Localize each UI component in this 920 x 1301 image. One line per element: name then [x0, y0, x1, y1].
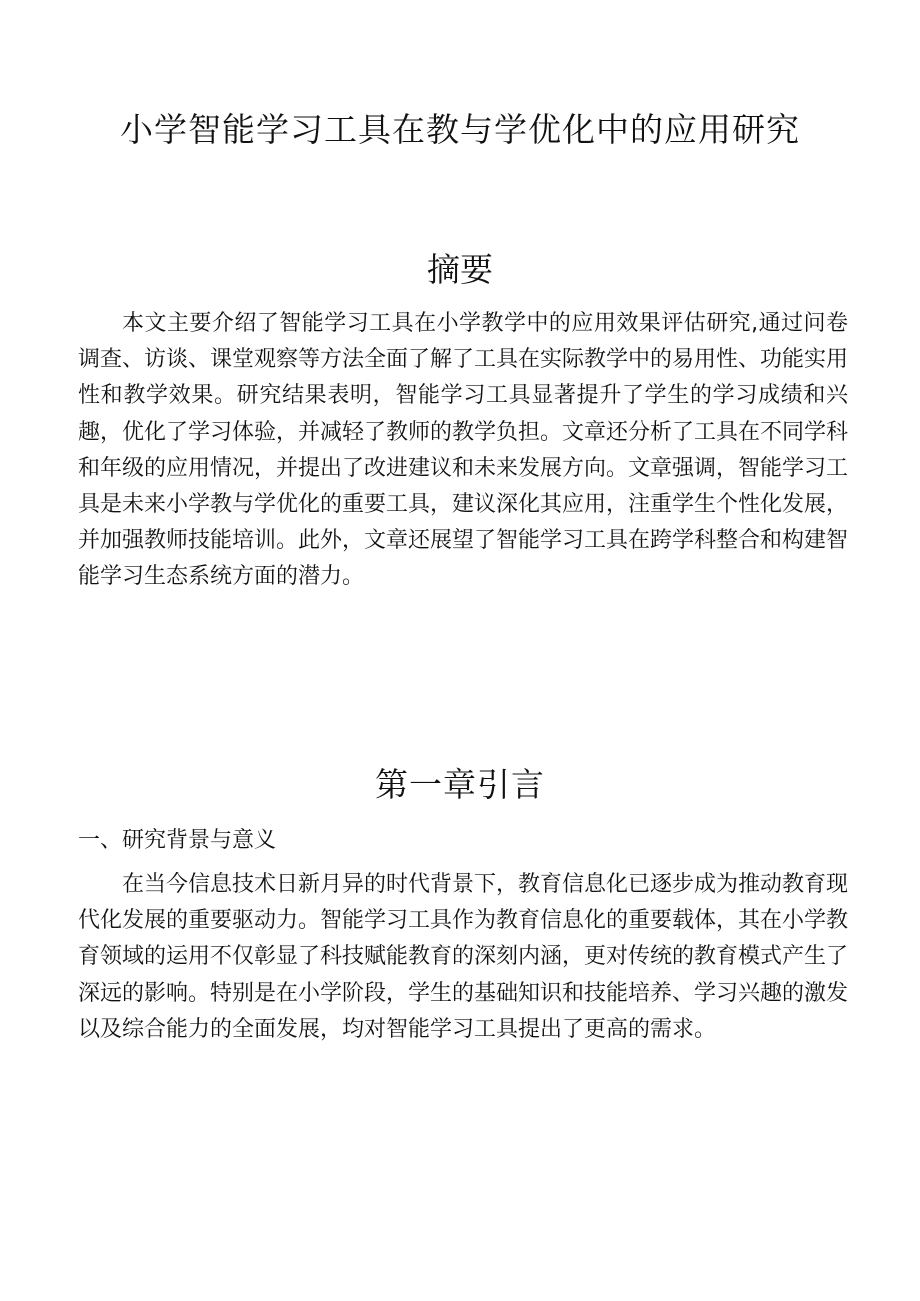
section-paragraph: 在当今信息技术日新月异的时代背景下，教育信息化已逐步成为推动教育现代化发展的重要驱动力。智能学习工具作为教育信息化的重要载体，其在小学教育领域的运用不仅彰显了科技赋能教育的深刻内涵，更对传统的教育模式产生了深远的影响。特别是在小学阶段，学生的基础知识和技能培养、学习兴趣的激发以及综合能力的全面发展，均对智能学习工具提出了更高的需求。	[78, 872, 849, 1042]
abstract-paragraph: 本文主要介绍了智能学习工具在小学教学中的应用效果评估研究,通过问卷调查、访谈、课堂观察等方法全面了解了工具在实际教学中的易用性、功能实用性和教学效果。研究结果表明，智能学习工具显著提升了学生的学习成绩和兴趣，优化了学习体验，并减轻了教师的教学负担。文章还分析了工具在不同学科和年级的应用情况，并提出了改进建议和未来发展方向。文章强调，智能学习工具是未来小学教与学优化的重要工具，建议深化其应用，注重学生个性化发展，并加强教师技能培训。此外，文章还展望了智能学习工具在跨学科整合和构建智能学习生态系统方面的潜力。	[78, 311, 849, 590]
chapter-heading: 第一章引言	[375, 765, 545, 804]
document-title: 小学智能学习工具在教与学优化中的应用研究	[120, 110, 800, 149]
abstract-heading: 摘要	[427, 250, 493, 289]
section-heading: 一、研究背景与意义	[78, 828, 277, 853]
